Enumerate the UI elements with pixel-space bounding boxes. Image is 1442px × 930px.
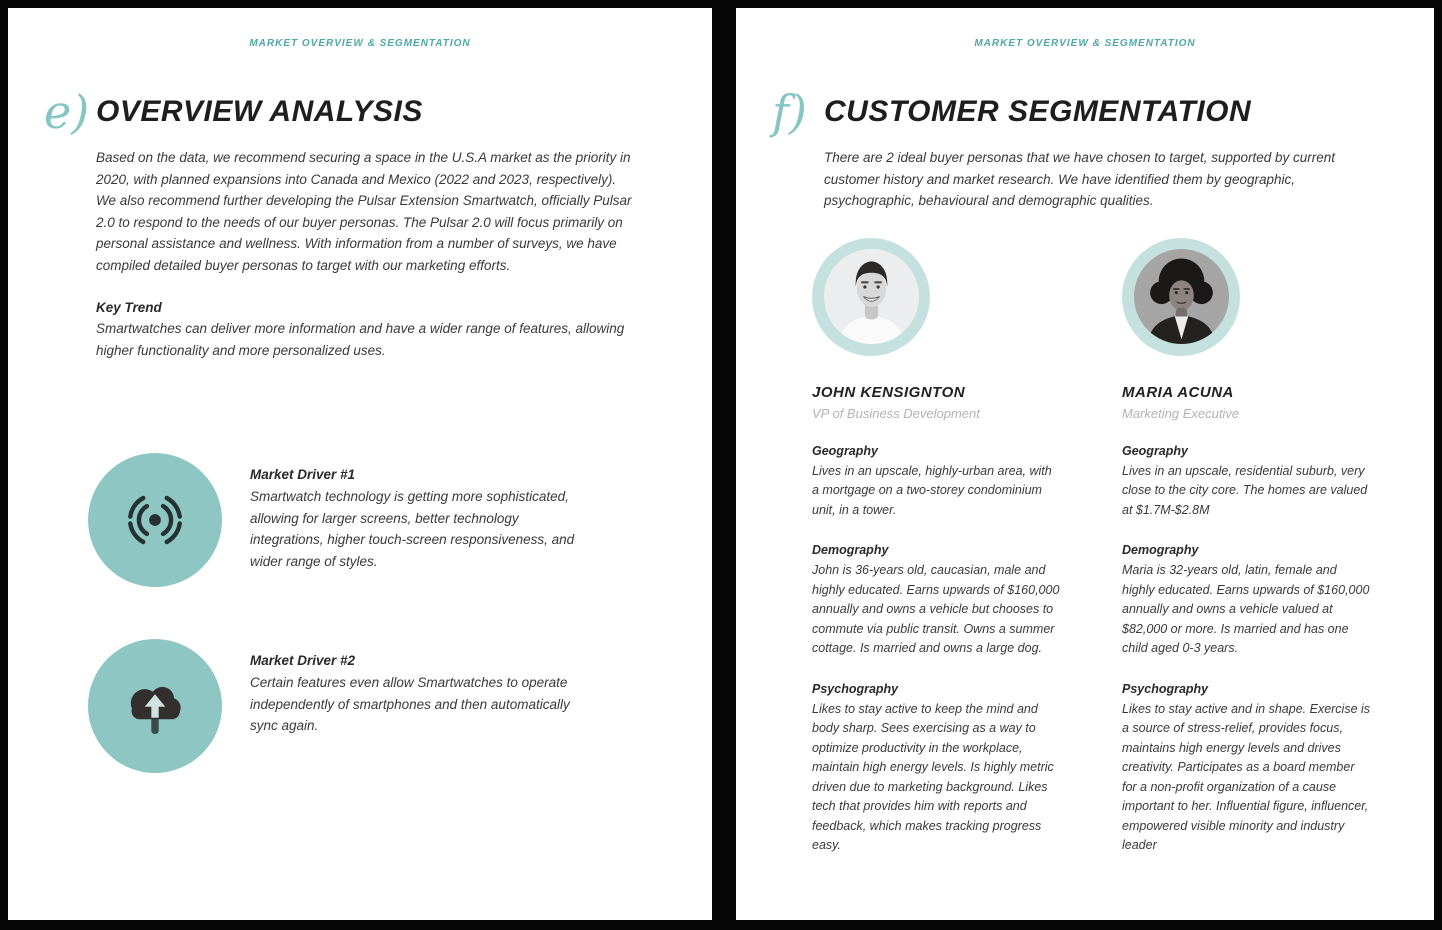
section-text: John is 36-years old, caucasian, male and highly educated. Earns upwards of $160,000 annually and owns a vehicle but chooses to commute via public transit. Owns a summer cottage. Is married and owns a large dog. bbox=[812, 563, 1060, 655]
section-text: Lives in an upscale, residential suburb, very close to the city core. The homes are valued at $1.7M-$2.8M bbox=[1122, 463, 1368, 517]
section-letter: f) bbox=[772, 85, 807, 139]
signal-waves-icon bbox=[88, 453, 222, 587]
market-driver-1 bbox=[88, 453, 712, 587]
key-trend-heading: Key Trend bbox=[96, 300, 162, 315]
persona-section-psychography bbox=[812, 682, 1062, 856]
section-heading: Demography bbox=[812, 543, 889, 557]
market-driver-1-body: Smartwatch technology is getting more sophisticated, allowing for larger screens, better technology integrations, higher touch-screen responsiveness, and wider range of styles. bbox=[250, 489, 575, 569]
persona-section-demography bbox=[812, 543, 1062, 659]
overview-intro-paragraph: Based on the data, we recommend securing a space in the U.S.A market as the priority in 2020, with planned expansions into Canada and Mexico (2022 and 2023, respectively). We also recommend further developing the Pulsar Extension Smartwatch, officially Pulsar 2.0 to respond to the needs of our buyer personas. The Pulsar 2.0 will focus primarily on personal assistance and wellness. With information from a number of surveys, we have compiled detailed buyer personas to target with our marketing efforts. bbox=[96, 150, 632, 273]
page-title: CUSTOMER SEGMENTATION bbox=[824, 95, 1252, 128]
market-driver-1-heading: Market Driver #1 bbox=[250, 467, 356, 482]
persona-maria bbox=[1122, 238, 1372, 856]
persona-name: MARIA ACUNA bbox=[1122, 383, 1234, 401]
cloud-upload-icon bbox=[88, 639, 222, 773]
section-text: Likes to stay active and in shape. Exercise is a source of stress-relief, provides focus, maintains high energy levels and drives creativity. Participates as a board member for a non-profit organization of a cause important to her. Influential figure, influencer, empowered visible minority and industry leader bbox=[1122, 701, 1371, 852]
section-letter: e) bbox=[44, 85, 90, 139]
section-text: Lives in an upscale, highly-urban area, with a mortgage on a two-storey condominium unit, in a tower. bbox=[812, 463, 1052, 517]
section-heading: Psychography bbox=[1122, 681, 1209, 696]
avatar-ring bbox=[1122, 238, 1240, 356]
page-header: MARKET OVERVIEW & SEGMENTATION bbox=[974, 38, 1196, 49]
personas-row bbox=[812, 238, 1434, 856]
section-text: Maria is 32-years old, latin, female and highly educated. Earns upwards of $160,000 annually and owns a vehicle valued at $82,000 or more. Is married and has one child aged 0-3 years. bbox=[1122, 563, 1370, 655]
section-heading: Geography bbox=[1122, 443, 1188, 458]
market-driver-2-body: Certain features even allow Smartwatches to operate independently of smartphones and then automatically sync again. bbox=[250, 675, 570, 733]
page-header: MARKET OVERVIEW & SEGMENTATION bbox=[249, 38, 471, 49]
persona-role: Marketing Executive bbox=[1122, 405, 1240, 421]
page-title: OVERVIEW ANALYSIS bbox=[96, 95, 423, 128]
market-driver-2-heading: Market Driver #2 bbox=[250, 653, 356, 668]
persona-section-demography bbox=[1122, 543, 1372, 659]
section-text: Likes to stay active to keep the mind and body sharp. Sees exercising as a way to optimize productivity in the workplace, maintain high energy levels. Is highly metric driven due to marketing background. Likes tech that provides him with reports and feedback, which makes tracking progress easy. bbox=[812, 701, 1054, 852]
persona-section-psychography bbox=[1122, 682, 1372, 856]
title-row bbox=[8, 85, 712, 139]
market-driver-2-text bbox=[250, 639, 595, 737]
male-portrait-photo bbox=[824, 249, 919, 344]
page-overview-analysis bbox=[8, 8, 712, 920]
section-heading: Geography bbox=[812, 443, 878, 458]
key-trend-text: Smartwatches can deliver more information and have a wider range of features, allowing higher functionality and more personalized uses. bbox=[96, 321, 625, 358]
avatar-ring bbox=[812, 238, 930, 356]
segmentation-intro-paragraph: There are 2 ideal buyer personas that we have chosen to target, supported by current customer history and market research. We have identified them by geographic, psychographic, behavioural and demographic qualities. bbox=[824, 150, 1336, 208]
key-trend-block bbox=[96, 300, 636, 361]
persona-name: JOHN KENSIGNTON bbox=[812, 383, 966, 401]
section-heading: Demography bbox=[1122, 543, 1199, 557]
persona-john bbox=[812, 238, 1062, 856]
title-row bbox=[736, 85, 1434, 139]
market-driver-1-text bbox=[250, 453, 595, 572]
persona-section-geography bbox=[1122, 444, 1372, 521]
page-customer-segmentation bbox=[736, 8, 1434, 920]
persona-role: VP of Business Development bbox=[812, 405, 980, 421]
market-driver-2 bbox=[88, 639, 712, 773]
female-portrait-photo bbox=[1134, 249, 1229, 344]
section-heading: Psychography bbox=[812, 681, 899, 696]
persona-section-geography bbox=[812, 444, 1062, 521]
